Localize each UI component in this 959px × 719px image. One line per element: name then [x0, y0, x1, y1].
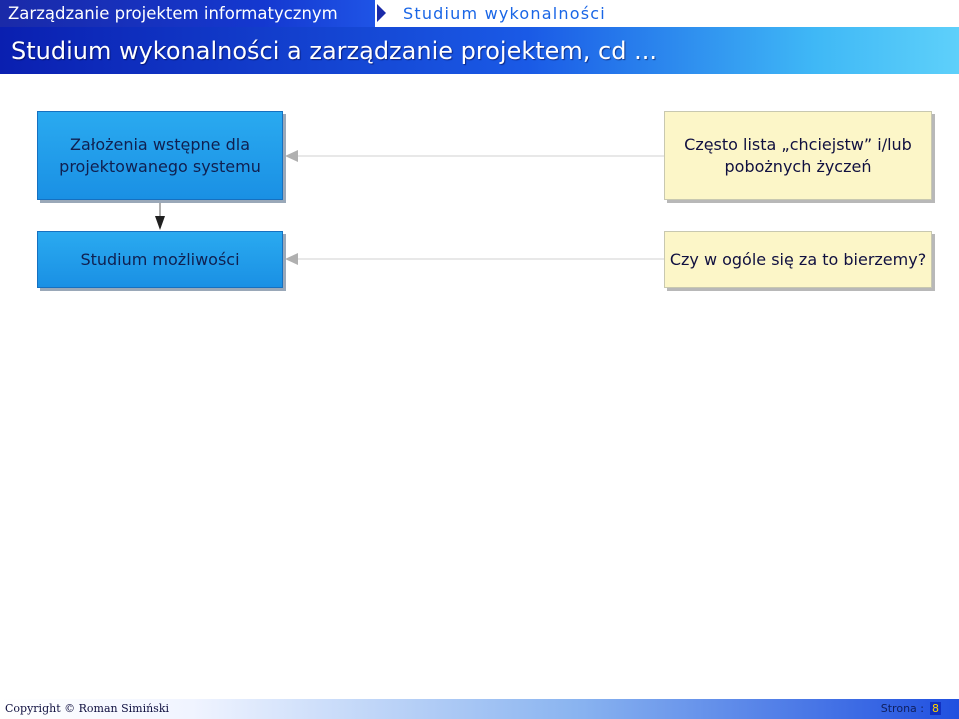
question-note-label: Czy w ogóle się za to bierzemy?: [669, 249, 927, 269]
arrow-left-icon: [285, 150, 298, 162]
copyright-text: Copyright © Roman Simiński: [5, 702, 170, 715]
footer: [0, 699, 959, 719]
assumptions-box: [37, 111, 283, 200]
arrow-down-icon: [155, 216, 165, 230]
page-number: 8: [932, 702, 939, 715]
assumptions-label: Założenia wstępne dla projektowanego systemu: [59, 134, 261, 176]
slide-title: Studium wykonalności a zarządzanie projektem, cd ...: [11, 37, 657, 65]
wishlist-note-label: Często lista „chciejstw” i/lub pobożnych życzeń: [684, 134, 912, 176]
feasibility-label: Studium możliwości: [80, 249, 240, 269]
course-title: Zarządzanie projektem informatycznym: [8, 4, 338, 23]
wishlist-note: [664, 111, 932, 200]
arrow-left-icon: [285, 253, 298, 265]
page-indicator: [881, 702, 941, 715]
feasibility-box: [37, 231, 283, 288]
question-note: [664, 231, 932, 288]
page-label: Strona :: [880, 702, 924, 715]
section-title: Studium wykonalności: [403, 4, 606, 23]
